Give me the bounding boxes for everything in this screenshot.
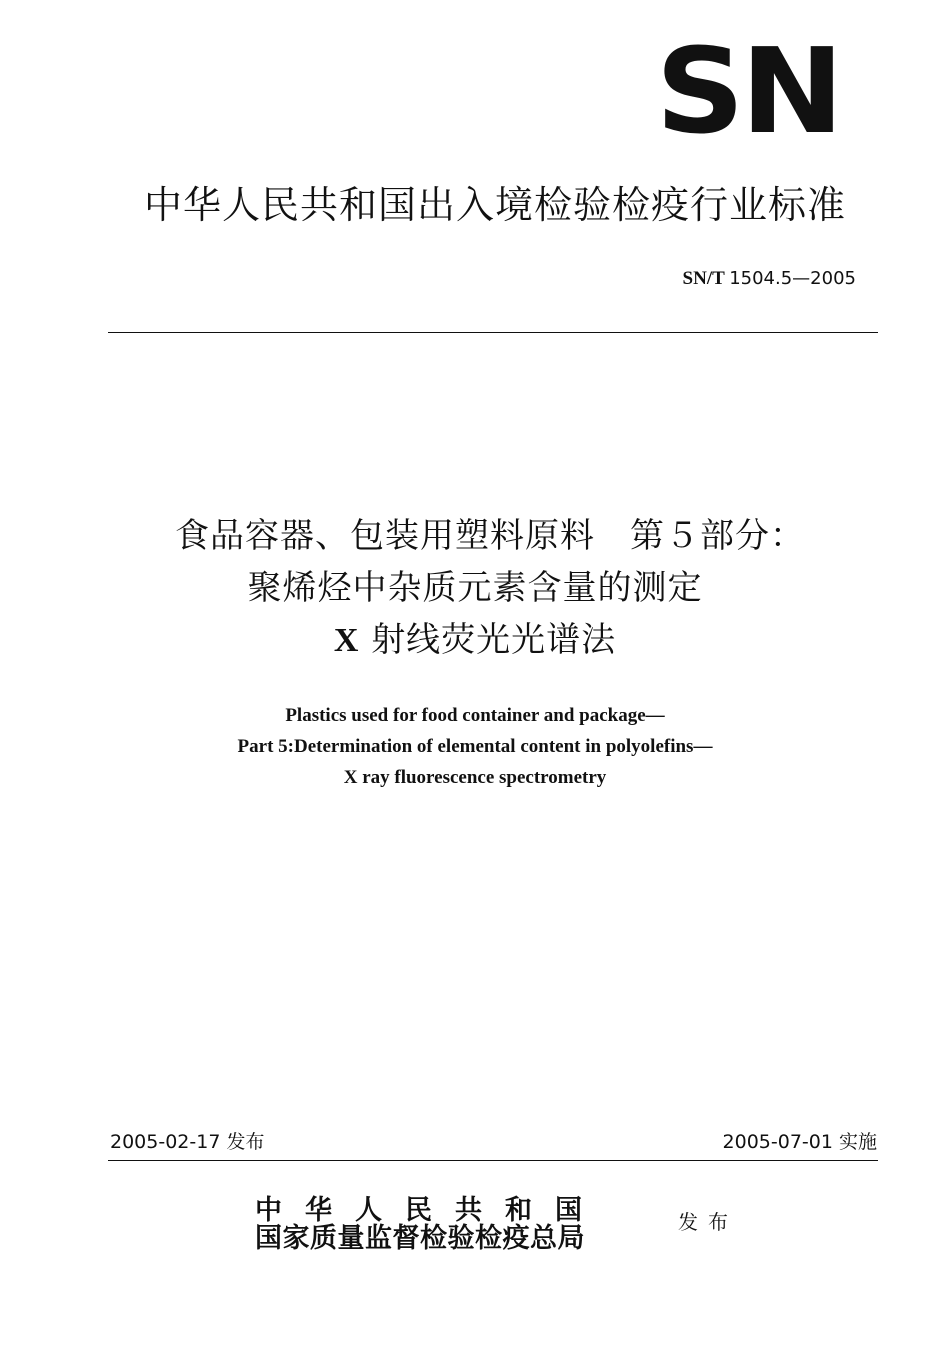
- issuer-country: 中华人民共和国: [255, 1195, 605, 1226]
- cn-title-line-2: 聚烯烃中杂质元素含量的测定: [247, 568, 703, 608]
- bottom-divider: [108, 1160, 878, 1161]
- cn-title-x-letter: X: [333, 622, 360, 659]
- standard-number: [683, 266, 856, 292]
- cn-title-line-3-text: 射线荧光光谱法: [371, 620, 617, 660]
- implementation-date: 2005-07-01 实施: [722, 1131, 877, 1153]
- issuer-agency: 国家质量监督检验检疫总局: [255, 1223, 585, 1254]
- industry-standard-title: 中华人民共和国出入境检验检疫行业标准: [143, 183, 846, 227]
- en-title-line-3: X ray fluorescence spectrometry: [343, 767, 607, 788]
- issue-date: 2005-02-17 发布: [110, 1131, 265, 1153]
- cn-title-line-3: [0, 614, 950, 667]
- top-divider: [108, 332, 878, 333]
- publish-label: 发布: [678, 1210, 738, 1234]
- standard-code: 1504.5—2005: [729, 268, 856, 289]
- en-title-line-2: Part 5:Determination of elemental content in polyolefins—: [237, 736, 713, 757]
- cn-title-line-1: 食品容器、包装用塑料原料 第５部分：: [175, 516, 805, 556]
- standard-prefix: SN/T: [682, 268, 725, 289]
- en-title-line-1: Plastics used for food container and package—: [285, 705, 665, 726]
- sn-logo: SN: [655, 22, 840, 160]
